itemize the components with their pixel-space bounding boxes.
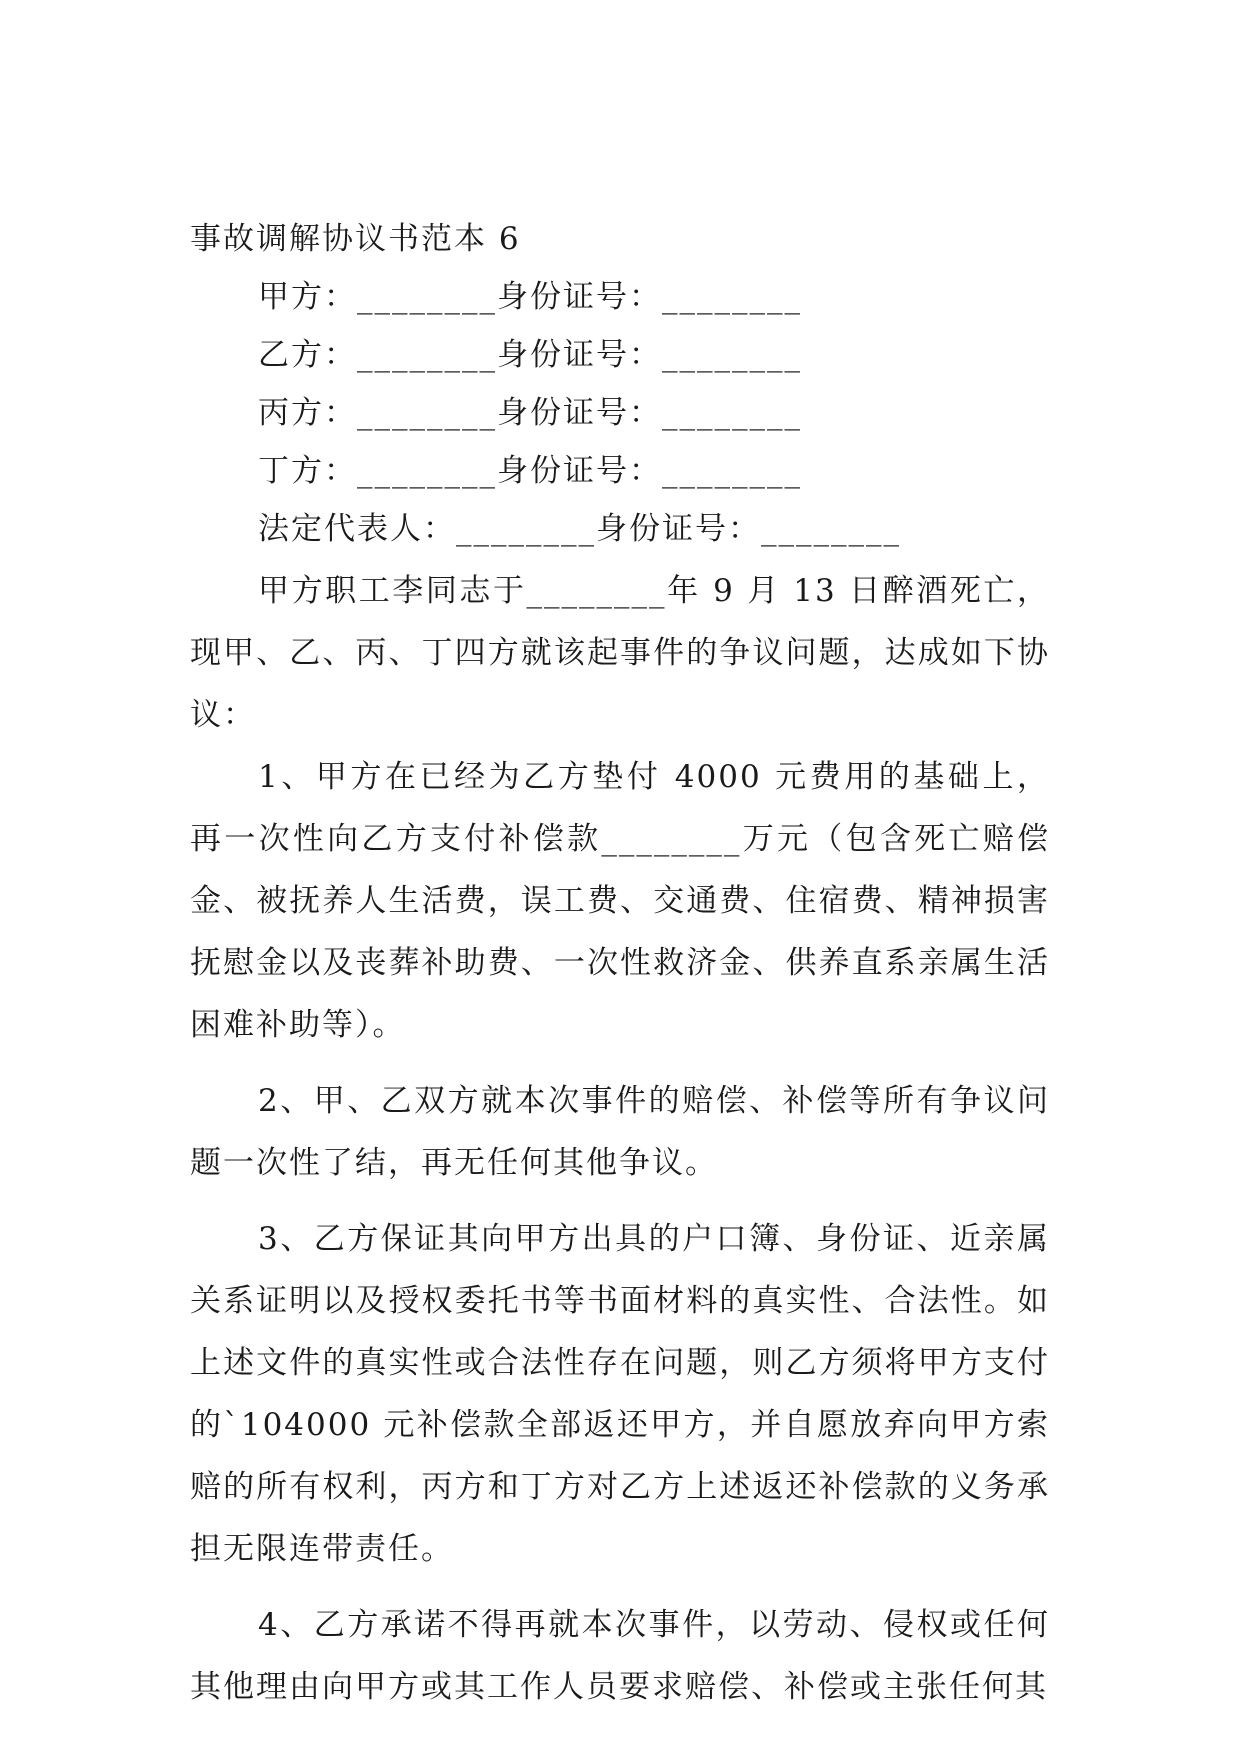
- party-c-line: 丙方：________身份证号：________: [258, 395, 802, 431]
- party-b-line: 乙方：________身份证号：________: [258, 337, 802, 373]
- agreement-body: [190, 560, 1050, 1718]
- parties-block: [190, 268, 1050, 558]
- clause-4-paragraph: 4、乙方承诺不得再就本次事件，以劳动、侵权或任何其他理由向甲方或其工作人员要求赔偿、补偿或主张任何其: [190, 1607, 1050, 1705]
- legal-representative-line: 法定代表人：________身份证号：________: [258, 511, 901, 547]
- clause-1-paragraph: 1、甲方在已经为乙方垫付 4000 元费用的基础上，再一次性向乙方支付补偿款________万元（包含死亡赔偿金、被抚养人生活费，误工费、交通费、住宿费、精神损害抚慰金以及丧葬补助费、一次性救济金、供养直系亲属生活困难补助等）。: [190, 759, 1050, 1043]
- clause-3-paragraph: 3、乙方保证其向甲方出具的户口簿、身份证、近亲属关系证明以及授权委托书等书面材料的真实性、合法性。如上述文件的真实性或合法性存在问题，则乙方须将甲方支付的`104000 元补偿款全部返还甲方，并自愿放弃向甲方索赔的所有权利，丙方和丁方对乙方上述返还补偿款的义务承担无限连带责任。: [190, 1221, 1050, 1567]
- intro-paragraph: 甲方职工李同志于________年 9 月 13 日醉酒死亡，现甲、乙、丙、丁四方就该起事件的争议问题，达成如下协议：: [190, 573, 1050, 733]
- document-title: 事故调解协议书范本 6: [190, 221, 521, 257]
- party-d-line: 丁方：________身份证号：________: [258, 453, 802, 489]
- party-a-line: 甲方：________身份证号：________: [258, 279, 802, 315]
- document-page: [190, 210, 1050, 1718]
- clause-2-paragraph: 2、甲、乙双方就本次事件的赔偿、补偿等所有争议问题一次性了结，再无任何其他争议。: [190, 1083, 1050, 1181]
